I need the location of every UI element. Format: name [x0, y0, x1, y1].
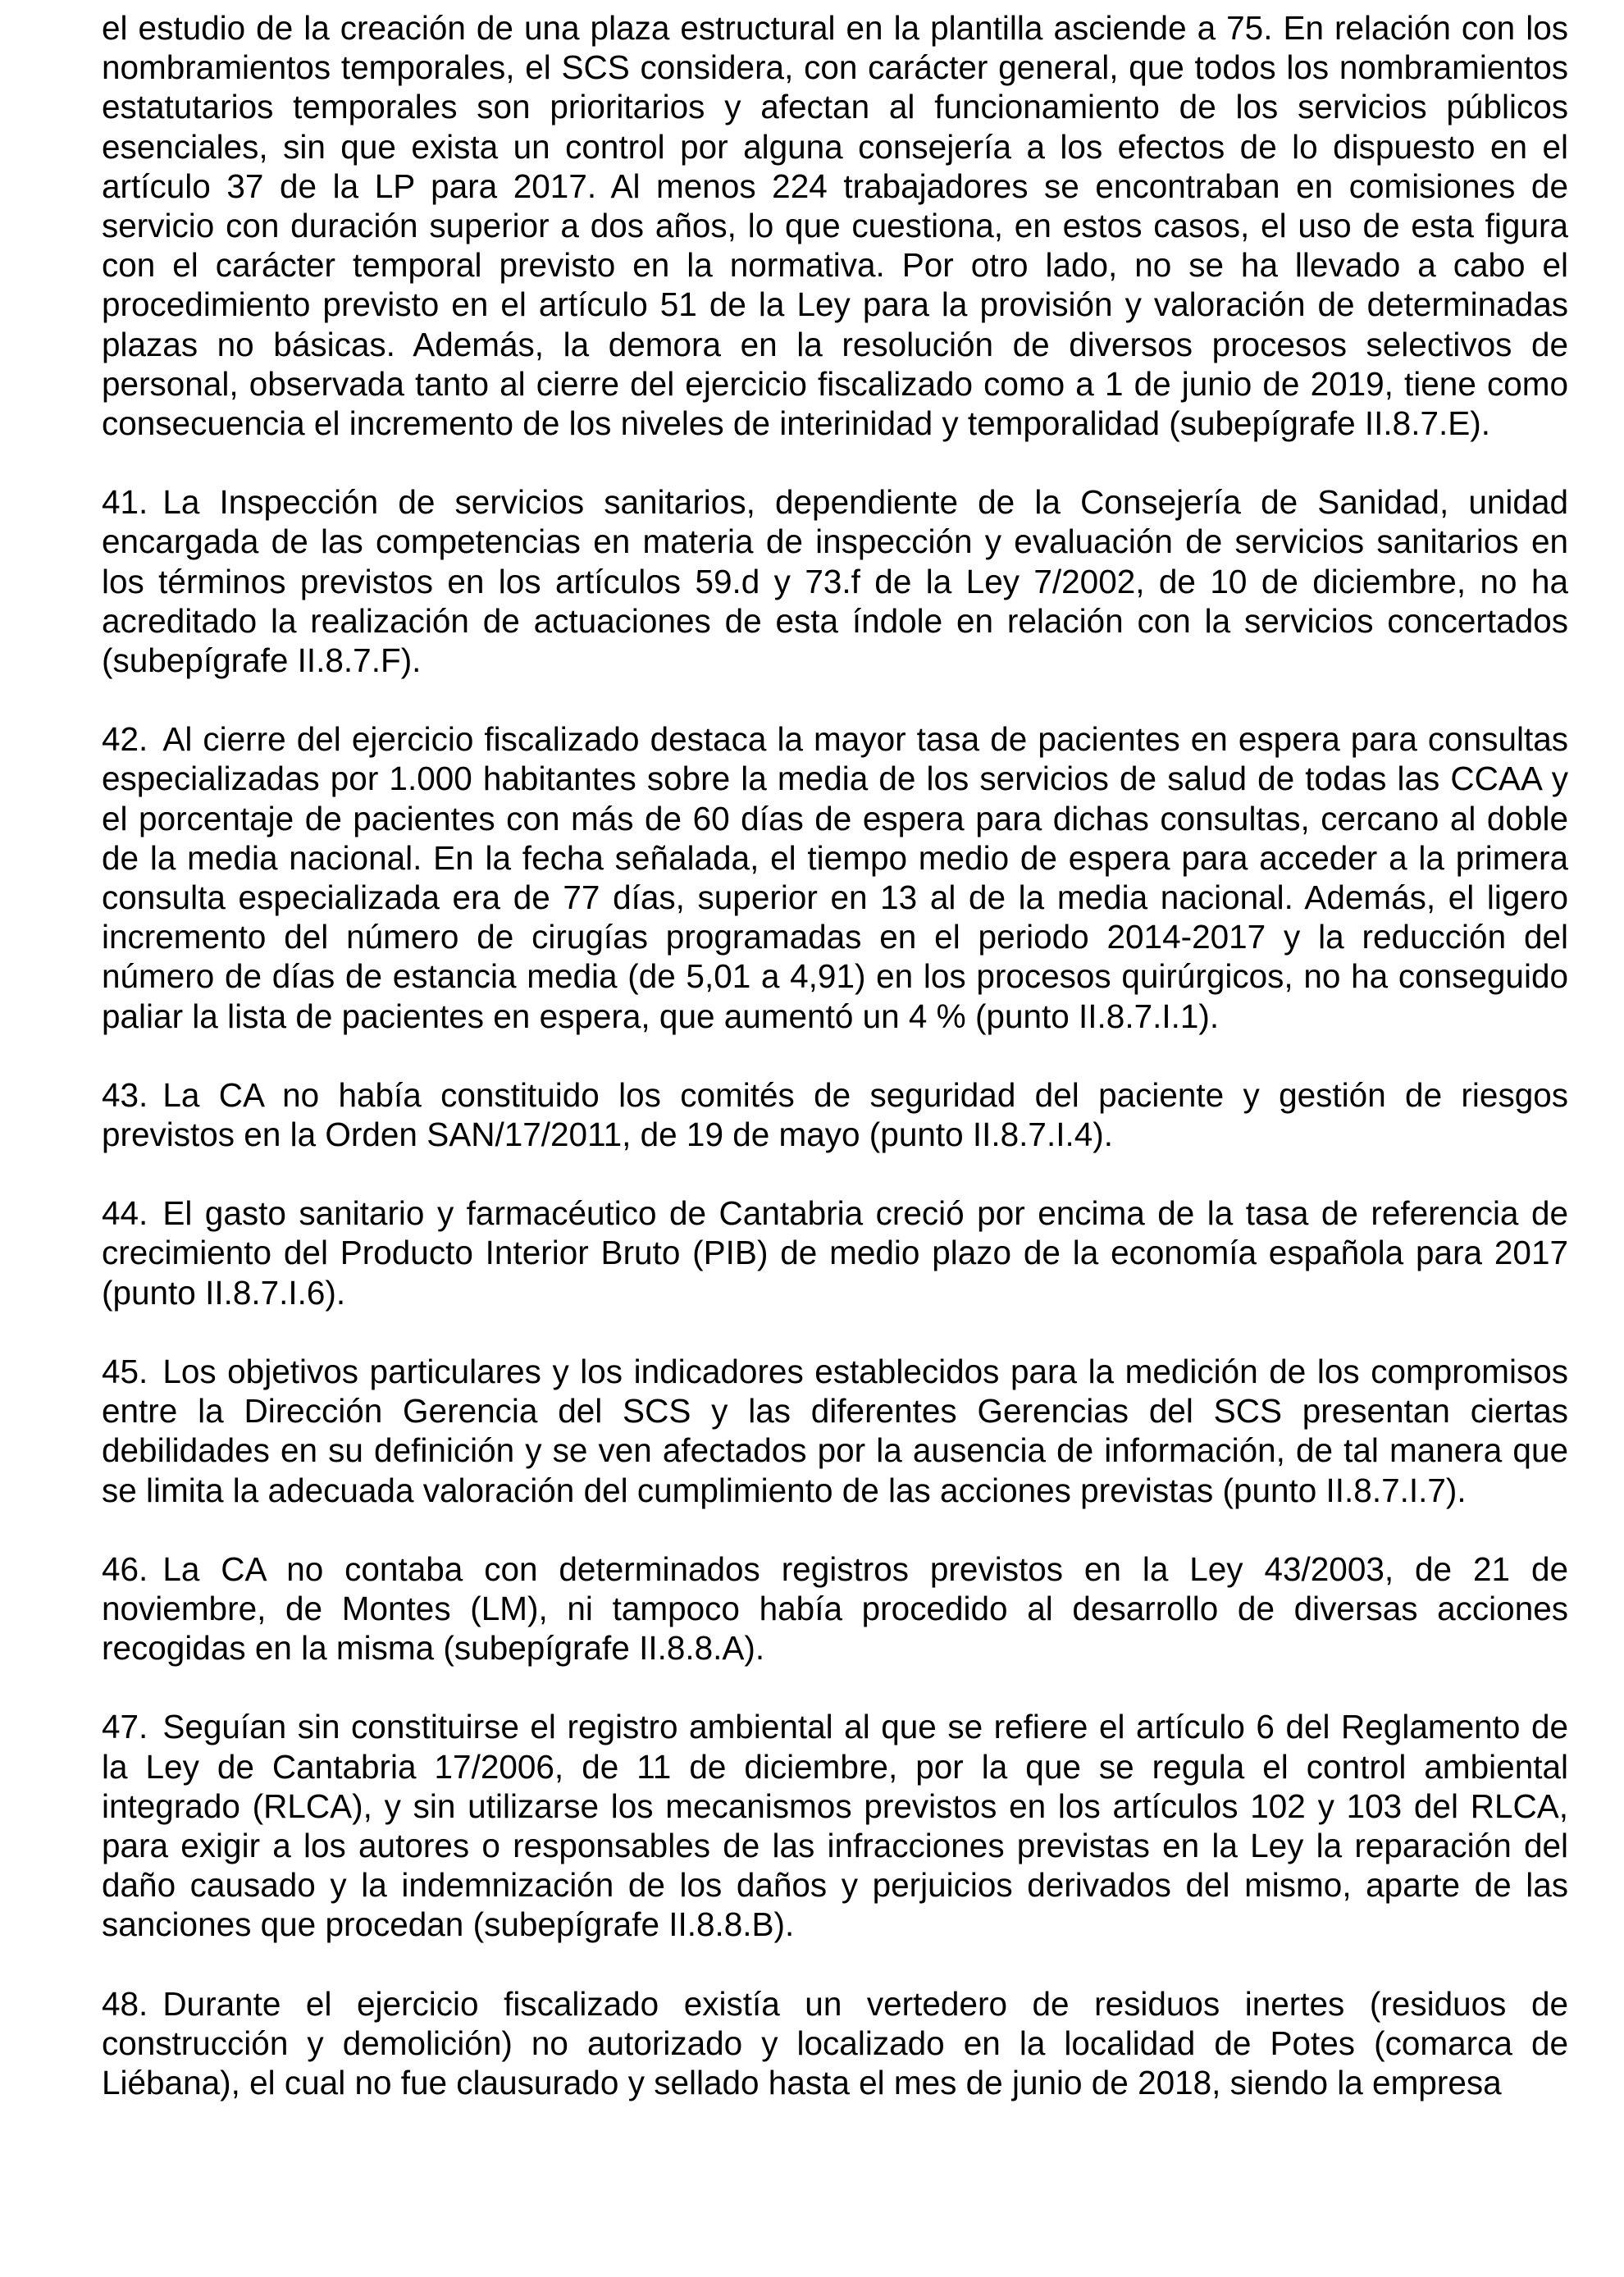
paragraph-number: 43.: [102, 1075, 148, 1114]
paragraph-text: el estudio de la creación de una plaza estructural en la plantilla asciende a 75. En relación con los nombramientos temporales, el SCS considera, con carácter general, que todos los nombramientos estatutarios temporales son prioritarios y afectan al funcionamiento de los servicios públicos esenciales, sin que exista un control por alguna consejería a los efectos de lo dispuesto en el artículo 37 de la LP para 2017. Al menos 224 trabajadores se encontraban en comisiones de servicio con duración superior a dos años, lo que cuestiona, en estos casos, el uso de esta figura con el carácter temporal previsto en la normativa. Por otro lado, no se ha llevado a cabo el procedimiento previsto en el artículo 51 de la Ley para la provisión y valoración de determinadas plazas no básicas. Además, la demora en la resolución de diversos procesos selectivos de personal, observada tanto al cierre del ejercicio fiscalizado como a 1 de junio de 2019, tiene como consecuencia el incremento de los niveles de interinidad y temporalidad (subepígrafe II.8.7.E).: [102, 9, 1568, 443]
paragraph-46: [102, 1549, 1568, 1668]
paragraph-text: El gasto sanitario y farmacéutico de Cantabria creció por encima de la tasa de referencia de crecimiento del Producto Interior Bruto (PIB) de medio plazo de la economía española para 2017 (punto II.8.7.I.6).: [102, 1194, 1568, 1312]
paragraph-text: Durante el ejercicio fiscalizado existía un vertedero de residuos inertes (residuos de construcción y demolición) no autorizado y localizado en la localidad de Potes (comarca de Liébana), el cual no fue clausurado y sellado hasta el mes de junio de 2018, siendo la empresa: [102, 1984, 1568, 2101]
paragraph-47: [102, 1707, 1568, 1944]
paragraph-45: [102, 1352, 1568, 1510]
paragraph-text: La Inspección de servicios sanitarios, dependiente de la Consejería de Sanidad, unidad encargada de las competencias en materia de inspección y evaluación de servicios sanitarios en los términos previstos en los artículos 59.d y 73.f de la Ley 7/2002, de 10 de diciembre, no ha acreditado la realización de actuaciones de esta índole en relación con la servicios concertados (subepígrafe II.8.7.F).: [102, 483, 1568, 680]
paragraph-43: [102, 1075, 1568, 1154]
paragraph-text: Seguían sin constituirse el registro ambiental al que se refiere el artículo 6 del Reglamento de la Ley de Cantabria 17/2006, de 11 de diciembre, por la que se regula el control ambiental integrado (RLCA), y sin utilizarse los mecanismos previstos en los artículos 102 y 103 del RLCA, para exigir a los autores o responsables de las infracciones previstas en la Ley la reparación del daño causado y la indemnización de los daños y perjuicios derivados del mismo, aparte de las sanciones que procedan (subepígrafe II.8.8.B).: [102, 1708, 1568, 1944]
paragraph-number: 47.: [102, 1708, 148, 1746]
paragraph-number: 45.: [102, 1352, 148, 1390]
paragraph-text: La CA no había constituido los comités de seguridad del paciente y gestión de riesgos previstos en la Orden SAN/17/2011, de 19 de mayo (punto II.8.7.I.4).: [102, 1075, 1568, 1154]
paragraph-44: [102, 1193, 1568, 1312]
paragraph-continuation: [102, 8, 1568, 443]
paragraph-42: [102, 719, 1568, 1036]
paragraph-text: La CA no contaba con determinados registros previstos en la Ley 43/2003, de 21 de noviembre, de Montes (LM), ni tampoco había procedido al desarrollo de diversas acciones recogidas en la misma (subepígrafe II.8.8.A).: [102, 1549, 1568, 1668]
paragraph-number: 42.: [102, 720, 148, 759]
paragraph-number: 44.: [102, 1194, 148, 1233]
document-page: [102, 8, 1568, 2142]
paragraph-number: 46.: [102, 1549, 148, 1588]
paragraph-48: [102, 1984, 1568, 2103]
paragraph-number: 48.: [102, 1984, 148, 2023]
paragraph-text: Los objetivos particulares y los indicadores establecidos para la medición de los compromisos entre la Dirección Gerencia del SCS y las diferentes Gerencias del SCS presentan ciertas debilidades en su definición y se ven afectados por la ausencia de información, de tal manera que se limita la adecuada valoración del cumplimiento de las acciones previstas (punto II.8.7.I.7).: [102, 1352, 1568, 1509]
paragraph-41: [102, 482, 1568, 680]
paragraph-number: 41.: [102, 483, 148, 522]
paragraph-text: Al cierre del ejercicio fiscalizado destaca la mayor tasa de pacientes en espera para consultas especializadas por 1.000 habitantes sobre la media de los servicios de salud de todas las CCAA y el porcentaje de pacientes con más de 60 días de espera para dichas consultas, cercano al doble de la media nacional. En la fecha señalada, el tiempo medio de espera para acceder a la primera consulta especializada era de 77 días, superior en 13 al de la media nacional. Además, el ligero incremento del número de cirugías programadas en el periodo 2014-2017 y la reducción del número de días de estancia media (de 5,01 a 4,91) en los procesos quirúrgicos, no ha conseguido paliar la lista de pacientes en espera, que aumentó un 4 % (punto II.8.7.I.1).: [102, 720, 1568, 1035]
